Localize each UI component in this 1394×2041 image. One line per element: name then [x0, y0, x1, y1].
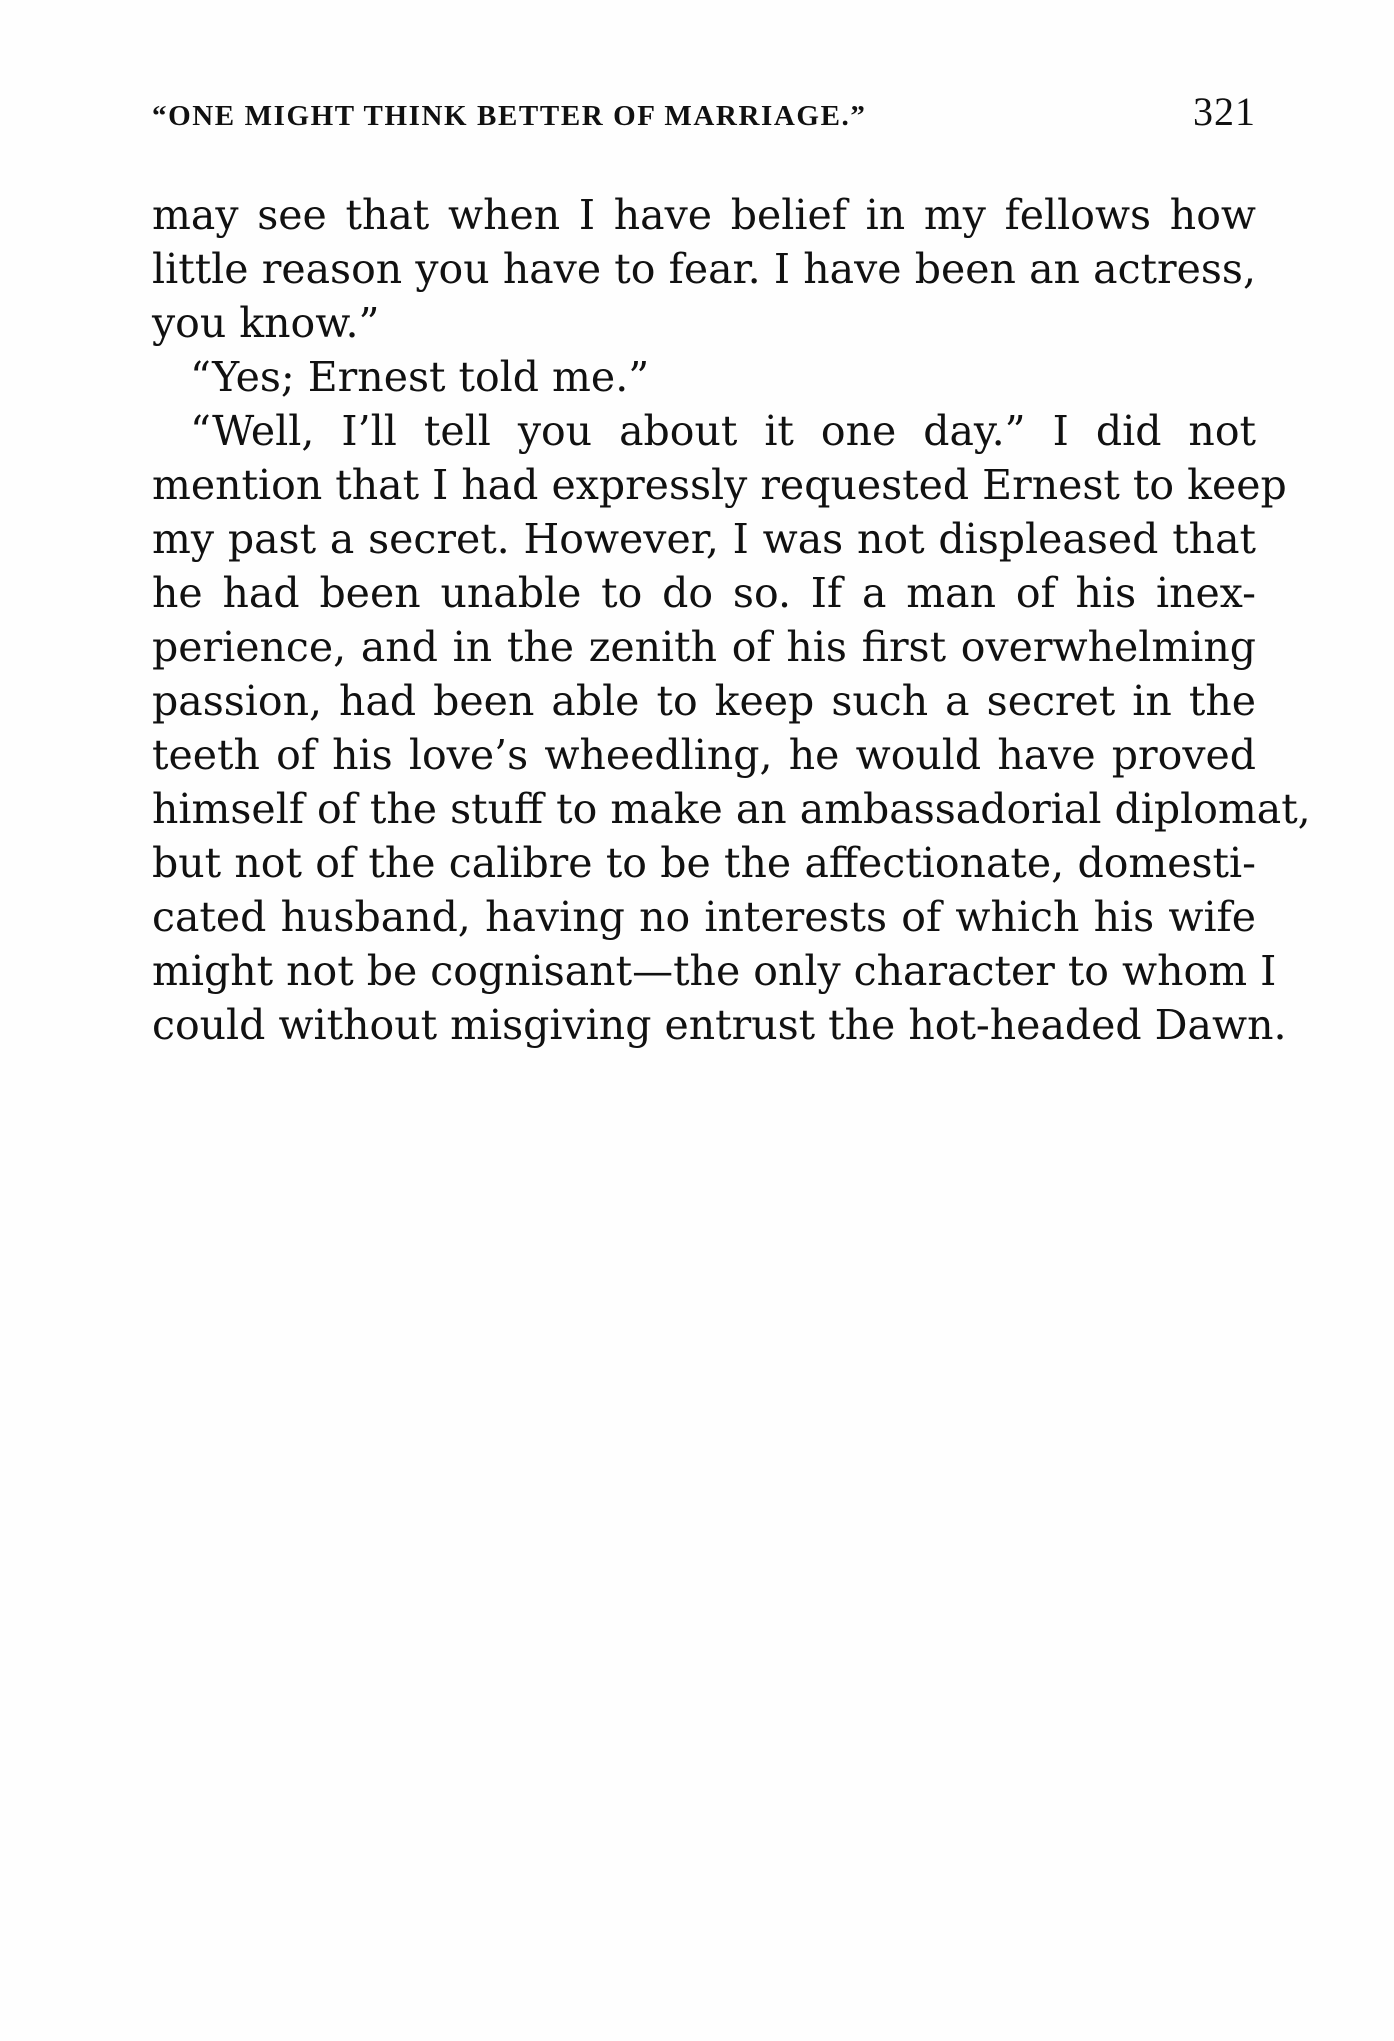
text-line: but not of the calibre to be the affectionate, domesti- [152, 839, 1256, 887]
text-line: might not be cognisant—the only character to whom I [152, 947, 1277, 995]
text-line: teeth of his love’s wheedling, he would have proved [152, 731, 1256, 779]
text-line: “Yes; Ernest told me.” [190, 353, 650, 401]
running-head [152, 88, 1256, 144]
text-line: himself of the stuff to make an ambassadorial diplomat, [152, 785, 1311, 833]
text-line: cated husband, having no interests of which his wife [152, 893, 1256, 941]
text-line: perience, and in the zenith of his first overwhelming [152, 623, 1256, 671]
body-text [152, 188, 1311, 1052]
text-line: he had been unable to do so. If a man of his inex- [152, 569, 1256, 617]
running-title: “ONE MIGHT THINK BETTER OF MARRIAGE.” [152, 100, 867, 132]
page-number: 321 [1193, 89, 1256, 134]
text-line: mention that I had expressly requested Ernest to keep [152, 461, 1287, 509]
text-line: my past a secret. However, I was not displeased that [152, 515, 1256, 563]
text-line: “Well, I’ll tell you about it one day.” I did not [190, 407, 1256, 455]
text-line: you know.” [152, 299, 380, 347]
text-line: may see that when I have belief in my fellows how [152, 191, 1256, 239]
text-line: passion, had been able to keep such a secret in the [152, 677, 1256, 725]
text-line: little reason you have to fear. I have been an actress, [152, 245, 1256, 293]
text-line: could without misgiving entrust the hot-headed Dawn. [152, 1001, 1287, 1049]
